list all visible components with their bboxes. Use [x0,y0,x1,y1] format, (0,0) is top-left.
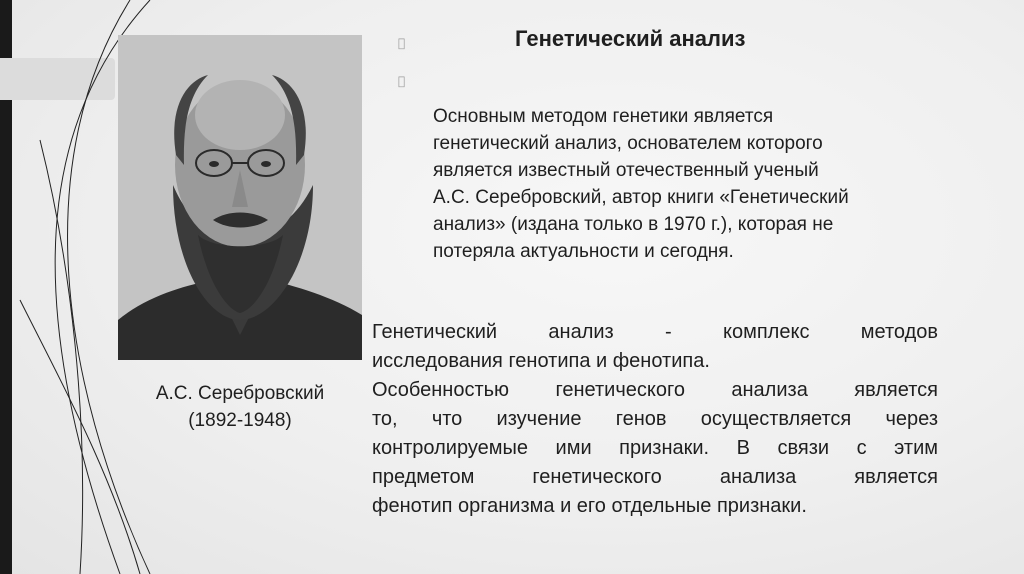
paragraph-line: является известный отечественный ученый [433,160,819,181]
paragraph-line: фенотип организма и его отдельные признаки. [372,495,807,517]
bullet-icon [398,36,405,50]
paragraph-line: Особенностью генетического анализа является [372,379,938,401]
definition-paragraph [372,318,938,521]
portrait-caption-years: (1892-1948) [188,410,292,431]
intro-paragraph [433,103,933,265]
paragraph-line: то, что изучение генов осуществляется через [372,408,938,430]
paragraph-line: предметом генетического анализа является [372,466,938,488]
bullet-icon [398,74,405,88]
paragraph-line: контролируемые ими признаки. В связи с этим [372,437,938,459]
paragraph-line: анализ» (издана только в 1970 г.), которая не [433,214,834,235]
portrait-image [118,35,362,360]
paragraph-line: Основным методом генетики является [433,106,774,127]
paragraph-line: исследования генотипа и фенотипа. [372,350,710,372]
paragraph-line: Генетический анализ - комплекс методов [372,321,938,343]
slide-title: Генетический анализ [515,26,746,51]
portrait-photo [118,35,362,360]
portrait-caption-name: А.С. Серебровский [155,383,325,404]
portrait-caption [118,380,362,434]
paragraph-line: генетический анализ, основателем которого [433,133,823,154]
paragraph-line: А.С. Серебровский, автор книги «Генетический [433,187,849,208]
paragraph-line: потеряла актуальности и сегодня. [433,241,734,262]
